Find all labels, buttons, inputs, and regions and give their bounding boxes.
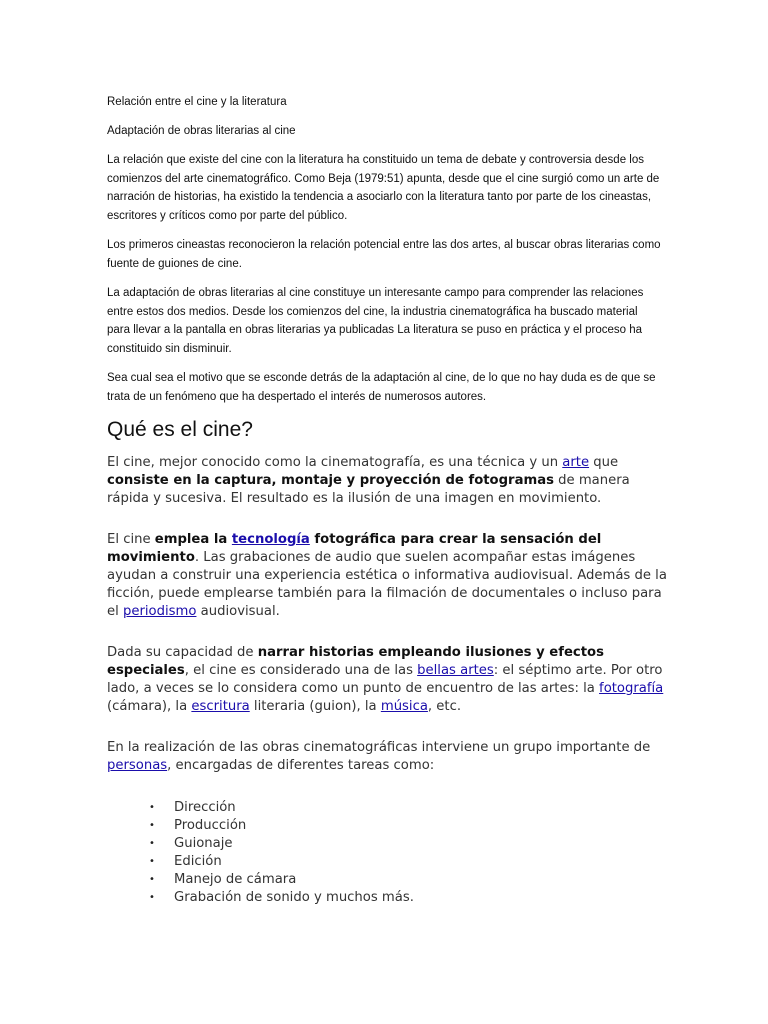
list-item-label: Grabación de sonido y muchos más. <box>174 889 414 905</box>
list-item <box>149 799 414 817</box>
list-item <box>149 835 414 853</box>
bullet-icon: • <box>149 837 155 849</box>
task-list <box>149 799 414 906</box>
text: El cine, mejor conocido como la cinematografía, es una técnica y un <box>107 455 563 470</box>
text: El cine <box>107 532 155 547</box>
link-arte[interactable]: arte <box>562 455 590 470</box>
link-escritura[interactable]: escritura <box>191 699 250 714</box>
text: En la realización de las obras cinematográficas interviene un grupo importante de <box>107 740 651 755</box>
text: (cámara), la <box>107 699 192 714</box>
list-item-label: Dirección <box>174 800 236 815</box>
text: , etc. <box>427 699 462 714</box>
text: , encargadas de diferentes tareas como: <box>167 758 435 773</box>
list-item-label: Manejo de cámara <box>174 871 297 887</box>
link-musica[interactable]: música <box>380 699 428 714</box>
paragraph-relacion: La relación que existe del cine con la literatura ha constituido un tema de debate y controversia desde los comienzos del arte cinematográfico. Como Beja (1979:51) apunta, desde que el cine surgió como un arte de narración de historias, ha existido la tendencia a asociarlo con la literatura tanto por parte de los cineastas, escritores y críticos como por parte del público. <box>107 154 660 222</box>
bold-text: fotográfica para crear la sensación del movimiento <box>107 532 602 565</box>
paragraph-bellas-artes <box>107 644 667 716</box>
bullet-icon: • <box>149 802 155 813</box>
bold-text: narrar historias empleando ilusiones y efectos especiales <box>107 645 604 678</box>
paragraph-adaptacion: La adaptación de obras literarias al cine constituye un interesante campo para comprender las relaciones entre estos dos medios. Desde los comienzos del cine, la industria cinematográfica ha buscado material para llevar a la pantalla en obras literarias ya publicadas La literatura se puso en práctica y el proceso ha constituido sin disminuir. <box>107 287 644 355</box>
text: Dada su capacidad de <box>107 645 258 660</box>
list-item-label: Guionaje <box>174 835 233 851</box>
bullet-icon: • <box>149 855 155 867</box>
text: audiovisual. <box>196 604 280 619</box>
section-title: Relación entre el cine y la literatura <box>107 96 287 108</box>
bullet-icon: • <box>149 819 155 831</box>
heading-que-es-el-cine: Qué es el cine? <box>107 418 253 441</box>
link-tecnologia[interactable]: tecnología <box>231 532 310 547</box>
paragraph-personas <box>107 739 667 775</box>
bullet-icon: • <box>149 891 155 903</box>
paragraph-definicion <box>107 454 667 508</box>
link-bellas-artes[interactable]: bellas artes <box>417 663 494 678</box>
list-item <box>149 889 414 907</box>
bold-text: emplea la <box>154 532 232 547</box>
list-item-label: Edición <box>174 853 222 869</box>
list-item <box>149 853 414 871</box>
paragraph-motivo: Sea cual sea el motivo que se esconde detrás de la adaptación al cine, de lo que no hay duda es de que se trata de un fenómeno que ha despertado el interés de numerosos autores. <box>107 372 656 403</box>
list-item <box>149 871 414 889</box>
link-periodismo[interactable]: periodismo <box>122 604 197 619</box>
bullet-icon: • <box>149 873 155 885</box>
link-fotografia[interactable]: fotografía <box>599 681 664 696</box>
text: literaria (guion), la <box>249 699 381 714</box>
bold-text: consiste en la captura, montaje y proyección de fotogramas <box>107 473 554 488</box>
list-item-label: Producción <box>174 817 247 833</box>
link-personas[interactable]: personas <box>107 758 168 773</box>
paragraph-tecnologia <box>107 531 667 621</box>
text: . Las grabaciones de audio que suelen acompañar estas imágenes ayudan a construir una experiencia estética o informativa audiovisual. Además de la ficción, puede emplearse también para la filmación de documentales o incluso para el <box>107 550 667 619</box>
text: de manera rápida y sucesiva. El resultado es la ilusión de una imagen en movimiento. <box>107 473 630 506</box>
text: : el séptimo arte. Por otro lado, a veces se lo considera como un punto de encuentro de las artes: la <box>107 663 663 696</box>
list-item <box>149 817 414 835</box>
text: que <box>589 455 619 470</box>
text: , el cine es considerado una de las <box>184 663 418 678</box>
section-subtitle: Adaptación de obras literarias al cine <box>107 125 296 137</box>
paragraph-primeros-cineastas: Los primeros cineastas reconocieron la relación potencial entre las dos artes, al buscar obras literarias como fuente de guiones de cine. <box>107 239 661 270</box>
